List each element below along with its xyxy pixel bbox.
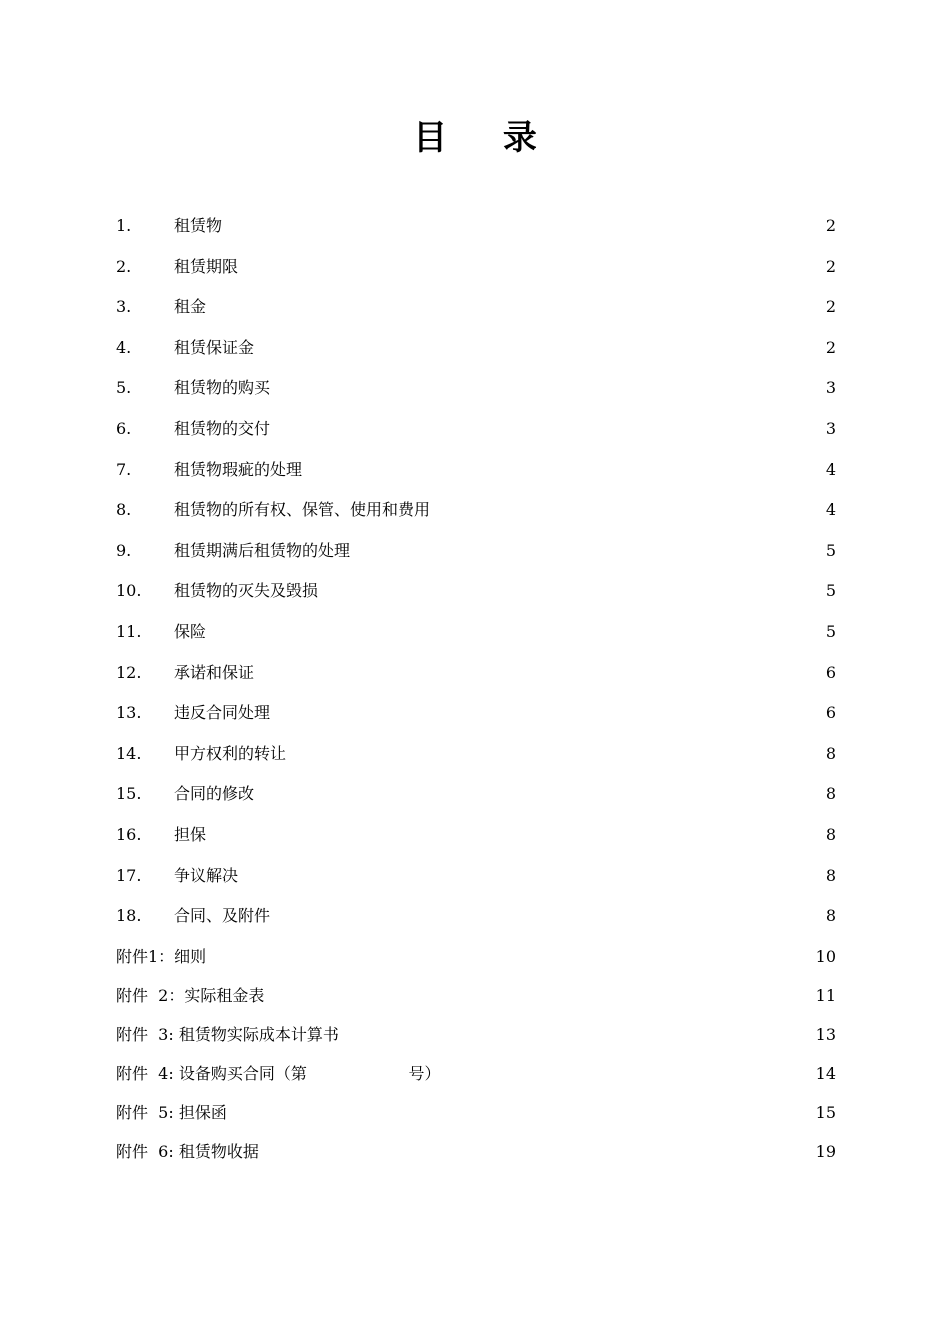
toc-entry-number: 15. [116, 784, 142, 804]
toc-entry-number: 12. [116, 662, 142, 682]
toc-entry-number: 6. [116, 418, 132, 438]
toc-entry-number: 17. [116, 865, 142, 885]
toc-entry-title: 合同的修改 [174, 784, 255, 804]
toc-entry-page-number: 8 [825, 865, 836, 885]
toc-appendix-page-number: 19 [815, 1142, 836, 1162]
toc-entry-page-number: 3 [825, 418, 836, 438]
toc-entry-title: 租赁物瑕疵的处理 [174, 459, 303, 479]
toc-entry[interactable] [116, 612, 836, 653]
toc-entry[interactable] [116, 815, 836, 856]
toc-appendix-title: 附件 5: 担保函 [116, 1103, 227, 1123]
toc-entry-page-number: 2 [825, 256, 836, 276]
toc-entry[interactable] [116, 409, 836, 450]
table-of-contents [116, 206, 836, 1171]
toc-entry-title: 租赁物的灭失及毁损 [174, 581, 319, 601]
toc-entry-number: 5. [116, 378, 132, 398]
toc-appendix[interactable] [116, 1015, 836, 1054]
toc-appendix[interactable] [116, 1132, 836, 1171]
toc-entry-page-number: 8 [825, 784, 836, 804]
toc-entry-number: 1. [116, 216, 132, 235]
toc-appendix[interactable] [116, 976, 836, 1015]
toc-entry-title: 争议解决 [174, 865, 239, 885]
toc-entry-title: 保险 [174, 621, 207, 641]
page-title: 目 录 [413, 118, 559, 158]
toc-entries [116, 206, 836, 937]
toc-entry-title: 合同、及附件 [174, 906, 271, 926]
toc-entry-title: 租赁物的交付 [174, 418, 271, 438]
toc-appendix-page-number: 10 [815, 946, 836, 966]
toc-appendix-title: 附件 2：实际租金表 [116, 985, 265, 1005]
toc-entry-title: 租赁期限 [174, 256, 239, 276]
toc-entry-title: 甲方权利的转让 [174, 743, 287, 763]
toc-entry[interactable] [116, 490, 836, 531]
toc-entry-title: 租赁保证金 [174, 337, 255, 357]
toc-entry-page-number: 2 [825, 297, 836, 317]
toc-appendix-title: 附件1：细则 [116, 946, 207, 966]
toc-appendix-page-number: 14 [815, 1063, 836, 1083]
toc-entry[interactable] [116, 774, 836, 815]
toc-entry-number: 11. [116, 621, 142, 641]
toc-entry[interactable] [116, 653, 836, 694]
toc-entry-number: 8. [116, 500, 132, 520]
toc-entry-number: 7. [116, 459, 132, 479]
toc-entry[interactable] [116, 247, 836, 288]
toc-entry-page-number: 6 [825, 662, 836, 682]
toc-entry-page-number: 4 [825, 500, 836, 520]
toc-entry[interactable] [116, 368, 836, 409]
toc-entry-title: 违反合同处理 [174, 703, 271, 723]
toc-entry-number: 9. [116, 540, 132, 560]
toc-entry-number: 18. [116, 906, 142, 926]
toc-entry-number: 16. [116, 824, 142, 844]
toc-appendix-title: 附件 6: 租赁物收据 [116, 1142, 259, 1162]
toc-entry-number: 10. [116, 581, 142, 601]
toc-appendix-page-number: 11 [815, 985, 836, 1005]
toc-entry-page-number: 5 [825, 540, 836, 560]
toc-entry-title: 承诺和保证 [174, 662, 255, 682]
toc-entry-page-number: 8 [825, 743, 836, 763]
toc-entry-page-number: 6 [825, 703, 836, 723]
toc-appendix[interactable] [116, 1054, 836, 1093]
toc-entry-number: 4. [116, 337, 132, 357]
toc-entry[interactable] [116, 734, 836, 775]
toc-entry-page-number: 2 [825, 337, 836, 357]
toc-entry-title: 租赁期满后租赁物的处理 [174, 540, 351, 560]
toc-entry-page-number: 4 [825, 459, 836, 479]
toc-entry-title: 租赁物的所有权、保管、使用和费用 [174, 500, 431, 520]
toc-entry[interactable] [116, 856, 836, 897]
toc-entry-number: 13. [116, 703, 142, 723]
toc-entry[interactable] [116, 896, 836, 937]
toc-entry-page-number: 8 [825, 906, 836, 926]
toc-entry-number: 14. [116, 743, 142, 763]
toc-entry-title: 租赁物 [174, 216, 223, 235]
toc-entry[interactable] [116, 571, 836, 612]
toc-appendices [116, 937, 836, 1172]
toc-entry-number: 3. [116, 297, 132, 317]
toc-entry[interactable] [116, 693, 836, 734]
toc-entry[interactable] [116, 206, 836, 247]
toc-entry-title: 租金 [174, 297, 207, 317]
toc-appendix[interactable] [116, 1093, 836, 1132]
toc-entry-page-number: 3 [825, 378, 836, 398]
toc-entry[interactable] [116, 450, 836, 491]
toc-appendix-page-number: 13 [815, 1024, 836, 1044]
toc-entry[interactable] [116, 287, 836, 328]
toc-entry-title: 担保 [174, 824, 207, 844]
toc-entry-page-number: 2 [825, 216, 836, 235]
toc-entry-page-number: 5 [825, 621, 836, 641]
toc-entry[interactable] [116, 531, 836, 572]
toc-entry-title: 租赁物的购买 [174, 378, 271, 398]
toc-entry[interactable] [116, 328, 836, 369]
toc-appendix-title: 附件 4: 设备购买合同（第 号） [116, 1063, 441, 1083]
toc-appendix-title: 附件 3: 租赁物实际成本计算书 [116, 1024, 339, 1044]
toc-appendix-page-number: 15 [815, 1103, 836, 1123]
toc-entry-page-number: 5 [825, 581, 836, 601]
toc-entry-page-number: 8 [825, 824, 836, 844]
toc-appendix[interactable] [116, 937, 836, 976]
toc-entry-number: 2. [116, 256, 132, 276]
